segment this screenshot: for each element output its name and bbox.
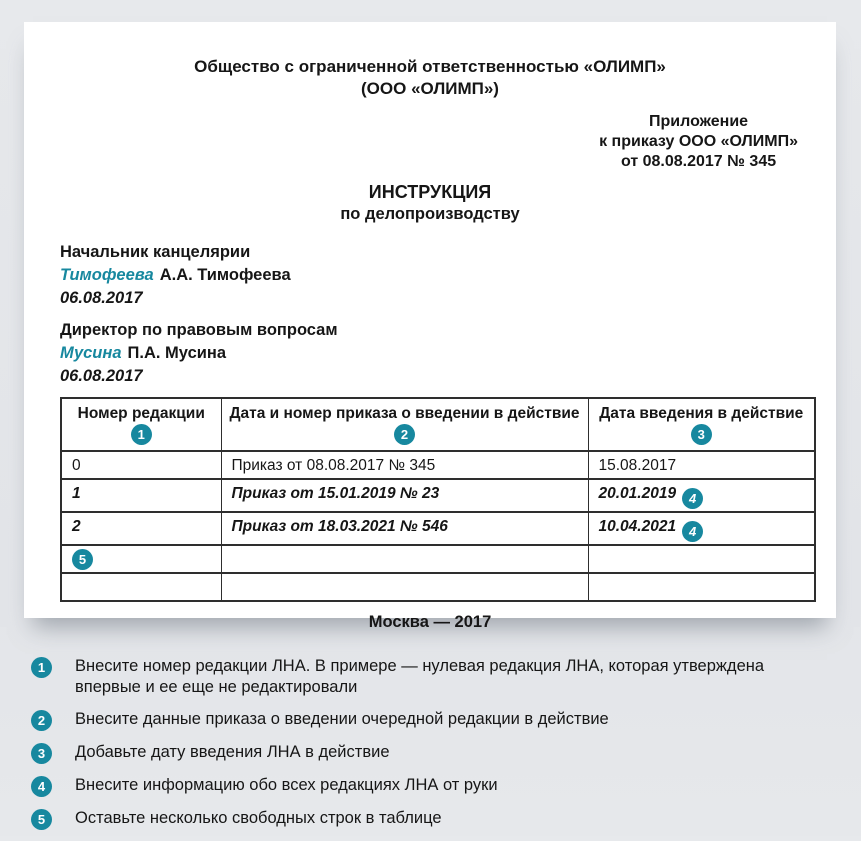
signature-position: Директор по правовым вопросам	[60, 321, 338, 339]
cell-effective-date	[588, 479, 815, 512]
company-name-line2: (ООО «ОЛИМП»)	[361, 79, 499, 98]
table-row	[61, 451, 815, 479]
signature-line	[60, 342, 800, 365]
legend-item	[31, 656, 831, 698]
header-order-info	[221, 398, 588, 451]
legend-item	[31, 775, 831, 797]
signature-autograph: Мусина	[60, 344, 122, 362]
annex-line1: Приложение	[649, 113, 749, 130]
cell-effective-date	[588, 512, 815, 545]
table-row-empty	[61, 573, 815, 601]
legend-text: Внесите данные приказа о введении очередной редакции в действие	[75, 710, 609, 728]
legend-item	[31, 742, 831, 764]
legend-item	[31, 709, 831, 731]
document-title	[60, 181, 800, 225]
document-footer-city-year: Москва — 2017	[368, 613, 492, 631]
signature-name: П.А. Мусина	[127, 344, 227, 362]
cell-revision-number: 2	[61, 512, 221, 545]
legend-text: Внесите номер редакции ЛНА. В примере — нулевая редакция ЛНА, которая утверждена впервые и ее еще не редактировали	[75, 657, 765, 696]
legend-4-badge: 4	[31, 776, 52, 797]
cell-effective-date	[588, 573, 815, 601]
annex-line3: от 08.08.2017 № 345	[620, 153, 777, 170]
company-name	[60, 56, 800, 100]
legend-1-badge: 1	[31, 657, 52, 678]
signature-position: Начальник канцелярии	[60, 243, 251, 261]
signature-date: 06.08.2017	[60, 367, 143, 385]
signatures-section	[60, 241, 800, 388]
date-value: 20.01.2019	[598, 485, 677, 502]
signature-block	[60, 241, 800, 310]
cell-order-info: Приказ от 08.08.2017 № 345	[221, 451, 588, 479]
document-card	[24, 22, 836, 631]
legend-text: Оставьте несколько свободных строк в таблице	[75, 809, 442, 827]
header-effective-date	[588, 398, 815, 451]
company-name-line1: Общество с ограниченной ответственностью «ОЛИМП»	[194, 57, 666, 76]
annex-block	[599, 112, 798, 172]
callout-2-badge: 2	[394, 424, 415, 445]
legend-item	[31, 808, 831, 830]
callout-1-badge: 1	[131, 424, 152, 445]
cell-revision-number	[61, 573, 221, 601]
callout-legend	[31, 656, 831, 841]
signature-name: А.А. Тимофеева	[159, 266, 291, 284]
legend-3-badge: 3	[31, 743, 52, 764]
table-row	[61, 512, 815, 545]
document-title-line1: ИНСТРУКЦИЯ	[368, 182, 492, 202]
cell-revision-number	[61, 545, 221, 573]
cell-revision-number: 0	[61, 451, 221, 479]
header-revision-number	[61, 398, 221, 451]
header-label: Дата введения в действие	[599, 405, 804, 422]
header-label: Дата и номер приказа о введении в действие	[229, 405, 580, 422]
revisions-table	[60, 397, 816, 602]
cell-order-info	[221, 545, 588, 573]
cell-order-info: Приказ от 15.01.2019 № 23	[221, 479, 588, 512]
table-header-row	[61, 398, 815, 451]
signature-block	[60, 319, 800, 388]
legend-2-badge: 2	[31, 710, 52, 731]
signature-date: 06.08.2017	[60, 289, 143, 307]
callout-5-badge: 5	[72, 549, 93, 570]
cell-order-info: Приказ от 18.03.2021 № 546	[221, 512, 588, 545]
callout-4-badge: 4	[682, 521, 703, 542]
date-value: 10.04.2021	[598, 518, 677, 535]
cell-effective-date: 15.08.2017	[588, 451, 815, 479]
table-row	[61, 479, 815, 512]
cell-order-info	[221, 573, 588, 601]
table-row-empty	[61, 545, 815, 573]
signature-line	[60, 264, 800, 287]
callout-4-badge: 4	[682, 488, 703, 509]
callout-3-badge: 3	[691, 424, 712, 445]
legend-text: Добавьте дату введения ЛНА в действие	[75, 743, 390, 761]
legend-5-badge: 5	[31, 809, 52, 830]
legend-text: Внесите информацию обо всех редакциях ЛНА от руки	[75, 776, 498, 794]
document-title-line2: по делопроизводству	[340, 205, 520, 223]
cell-revision-number: 1	[61, 479, 221, 512]
signature-autograph: Тимофеева	[60, 266, 154, 284]
header-label: Номер редакции	[77, 405, 205, 422]
annex-line2: к приказу ООО «ОЛИМП»	[599, 133, 798, 150]
cell-effective-date	[588, 545, 815, 573]
